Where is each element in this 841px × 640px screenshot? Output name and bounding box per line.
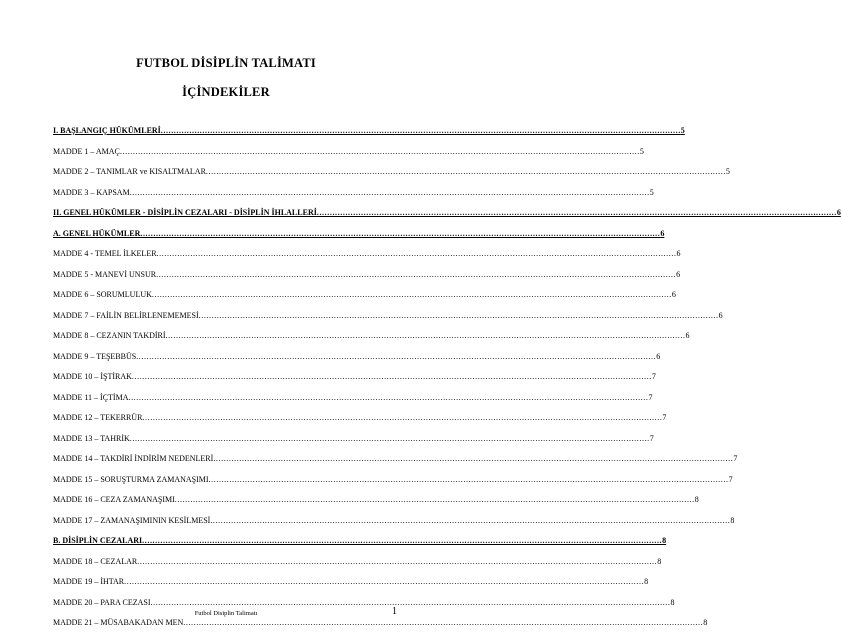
footer-page-number: 1 [392, 606, 397, 617]
toc-entry-label: MADDE 19 – İHTAR [53, 577, 125, 586]
toc-entry-page: 7 [728, 474, 733, 484]
toc-entry-page: 7 [649, 433, 654, 443]
toc-entry[interactable] [53, 331, 690, 352]
toc-entry-label: MADDE 7 – FAİLİN BELİRLENEMEMESİ [53, 310, 199, 320]
toc-entry[interactable] [53, 515, 735, 537]
toc-entry-label: B. DİSİPLİN CEZALARI [53, 536, 143, 545]
toc-entry[interactable] [53, 392, 653, 414]
toc-entry[interactable] [53, 474, 733, 496]
toc-entry-page: 8 [670, 597, 675, 607]
document-title: FUTBOL DİSİPLİN TALİMATI [136, 56, 316, 70]
toc-entry-page: 7 [648, 392, 653, 402]
toc-entry-label: MADDE 21 – MÜSABAKADAN MEN [53, 618, 184, 627]
toc-entry[interactable] [53, 351, 661, 373]
toc-entry[interactable] [53, 577, 649, 598]
toc-entry-label: MADDE 2 – TANIMLAR ve KISALTMALAR [53, 167, 206, 176]
toc-leader-dots: ........................................................................................................................................................................................................ [213, 454, 734, 463]
toc-leader-dots: ........................................................................................................................................................................................................ [136, 351, 657, 361]
toc-entry-label: MADDE 13 – TAHRİK [53, 433, 130, 443]
toc-entry-page: 6 [676, 249, 681, 258]
toc-leader-dots: ........................................................................................................................................................................................................ [165, 331, 686, 340]
toc-leader-dots: ........................................................................................................................................................................................................ [129, 187, 650, 197]
toc-entry[interactable] [53, 372, 656, 393]
toc-entry[interactable] [53, 290, 676, 311]
toc-leader-dots: ........................................................................................................................................................................................................ [140, 228, 661, 238]
toc-entry[interactable] [53, 536, 667, 557]
toc-entry-label: MADDE 3 – KAPSAM [53, 187, 130, 197]
toc-entry-page: 8 [694, 495, 699, 504]
toc-leader-dots: ........................................................................................................................................................................................................ [124, 577, 645, 586]
toc-entry[interactable] [53, 208, 841, 229]
toc-entry-label: MADDE 6 – SORUMLULUK [53, 290, 152, 299]
toc-leader-dots: ........................................................................................................................................................................................................ [160, 126, 681, 135]
toc-entry-label: I. BAŞLANGIÇ HÜKÜMLERİ [53, 126, 161, 135]
toc-entry-label: MADDE 5 - MANEVİ UNSUR [53, 269, 157, 279]
toc-entry[interactable] [53, 269, 681, 291]
toc-leader-dots: ........................................................................................................................................................................................................ [156, 269, 677, 279]
toc-entry-page: 7 [733, 454, 738, 463]
toc-entry-label: MADDE 9 – TEŞEBBÜS [53, 351, 137, 361]
toc-entry[interactable] [53, 187, 654, 209]
toc-entry[interactable] [53, 618, 708, 639]
toc-entry-label: A. GENEL HÜKÜMLER [53, 228, 141, 238]
toc-entry-page: 6 [676, 269, 681, 279]
toc-entry[interactable] [53, 556, 662, 578]
toc-entry-label: MADDE 20 – PARA CEZASI [53, 597, 151, 607]
table-of-contents [53, 126, 841, 639]
toc-entry-page: 8 [657, 556, 662, 566]
footer-title: Futbol Disiplin Talimatı [194, 610, 258, 617]
toc-entry[interactable] [53, 126, 685, 147]
toc-leader-dots: ........................................................................................................................................................................................................ [137, 556, 658, 566]
toc-leader-dots: ........................................................................................................................................................................................................ [210, 515, 731, 525]
toc-entry-label: MADDE 11 – İÇTİMA [53, 392, 129, 402]
toc-leader-dots: ........................................................................................................................................................................................................ [129, 433, 650, 443]
toc-entry-page: 8 [662, 536, 667, 545]
toc-entry-label: MADDE 4 - TEMEL İLKELER [53, 249, 157, 258]
toc-entry[interactable] [53, 249, 681, 270]
toc-entry-label: MADDE 16 – CEZA ZAMANAŞIMI [53, 495, 175, 504]
toc-entry-page: 8 [703, 618, 708, 627]
toc-entry-page: 6 [656, 351, 661, 361]
toc-heading: İÇİNDEKİLER [182, 85, 270, 99]
toc-entry[interactable] [53, 413, 667, 434]
toc-leader-dots: ........................................................................................................................................................................................................ [156, 249, 677, 258]
toc-entry-label: II. GENEL HÜKÜMLER - DİSİPLİN CEZALARI - DİSİPLİN İHLALLERİ [53, 208, 317, 217]
toc-entry[interactable] [53, 433, 654, 455]
toc-entry-label: MADDE 12 – TEKERRÜR [53, 413, 143, 422]
toc-entry-page: 7 [662, 413, 667, 422]
toc-entry-page: 8 [644, 577, 649, 586]
toc-leader-dots: ........................................................................................................................................................................................................ [131, 372, 652, 381]
toc-entry[interactable] [53, 310, 723, 332]
toc-entry-label: MADDE 1 – AMAÇ [53, 146, 120, 156]
toc-entry[interactable] [53, 167, 730, 188]
toc-leader-dots: ........................................................................................................................................................................................................ [128, 392, 649, 402]
toc-entry-page: 7 [651, 372, 656, 381]
toc-entry[interactable] [53, 454, 738, 475]
toc-entry[interactable] [53, 228, 665, 250]
toc-entry-page: 5 [639, 146, 644, 156]
toc-entry-label: MADDE 14 – TAKDİRİ İNDİRİM NEDENLERİ [53, 454, 214, 463]
toc-leader-dots: ........................................................................................................................................................................................................ [316, 208, 837, 217]
toc-leader-dots: ........................................................................................................................................................................................................ [174, 495, 695, 504]
toc-leader-dots: ........................................................................................................................................................................................................ [183, 618, 704, 627]
toc-entry-page: 6 [718, 310, 723, 320]
toc-entry-page: 6 [671, 290, 676, 299]
toc-leader-dots: ........................................................................................................................................................................................................ [151, 290, 672, 299]
toc-entry[interactable] [53, 495, 699, 516]
toc-leader-dots: ........................................................................................................................................................................................................ [142, 536, 663, 545]
toc-entry-page: 6 [685, 331, 690, 340]
toc-leader-dots: ........................................................................................................................................................................................................ [208, 474, 729, 484]
toc-entry-page: 6 [836, 208, 841, 217]
toc-entry-page: 5 [649, 187, 654, 197]
toc-entry[interactable] [53, 146, 644, 168]
toc-entry-label: MADDE 17 – ZAMANAŞIMININ KESİLMESİ [53, 515, 211, 525]
toc-leader-dots: ........................................................................................................................................................................................................ [119, 146, 640, 156]
toc-entry-label: MADDE 15 – SORUŞTURMA ZAMANAŞIMI [53, 474, 209, 484]
toc-leader-dots: ........................................................................................................................................................................................................ [198, 310, 719, 320]
toc-entry-label: MADDE 18 – CEZALAR [53, 556, 138, 566]
toc-entry-page: 6 [660, 228, 665, 238]
toc-leader-dots: ........................................................................................................................................................................................................ [205, 167, 726, 176]
toc-entry-page: 5 [680, 126, 685, 135]
toc-entry-label: MADDE 10 – İŞTİRAK [53, 372, 132, 381]
toc-leader-dots: ........................................................................................................................................................................................................ [142, 413, 663, 422]
toc-entry-page: 8 [730, 515, 735, 525]
toc-leader-dots: ........................................................................................................................................................................................................ [150, 597, 671, 607]
toc-entry-label: MADDE 8 – CEZANIN TAKDİRİ [53, 331, 166, 340]
toc-entry-page: 5 [725, 167, 730, 176]
